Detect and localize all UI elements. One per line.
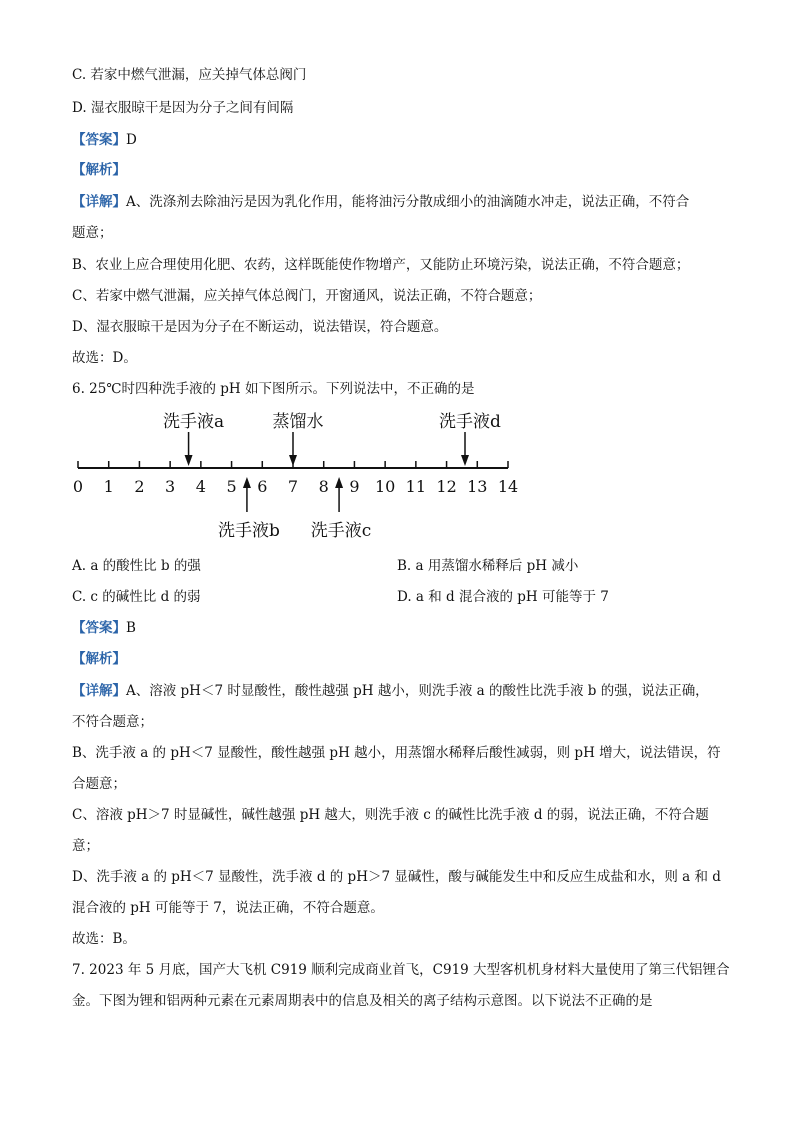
detail-line xyxy=(72,683,709,699)
ph-tick-label: 2 xyxy=(134,477,145,496)
ph-tick-label: 14 xyxy=(497,477,519,496)
answer-value: D xyxy=(126,132,137,148)
ph-marker xyxy=(163,412,224,466)
detail-tag: 【详解】 xyxy=(72,683,126,699)
ph-tick-label: 5 xyxy=(226,477,237,496)
question-7-stem-line1: 7. 2023 年 5 月底，国产大飞机 C919 顺利完成商业首飞，C919 大型客机机身材料大量使用了第三代铝锂合 xyxy=(72,962,730,978)
ph-tick-label: 9 xyxy=(349,477,360,496)
marker-arrow-head xyxy=(185,455,193,466)
answer-line xyxy=(72,132,137,148)
detail-line: 合题意； xyxy=(72,776,126,792)
detail-line: 不符合题意； xyxy=(72,714,153,730)
option-c-text: C. 若家中燃气泄漏，应关掉气体总阀门 xyxy=(72,67,307,83)
detail-line: 题意； xyxy=(72,225,113,241)
conclusion-line: 故选：B。 xyxy=(72,931,136,947)
marker-arrow-head xyxy=(289,455,297,466)
marker-label: 洗手液b xyxy=(217,521,280,541)
detail-text: A、洗涤剂去除油污是因为乳化作用，能将油污分散成细小的油滴随水冲走，说法正确，不符合 xyxy=(126,194,690,210)
marker-label: 洗手液c xyxy=(310,521,372,541)
answer-line xyxy=(72,620,136,636)
ph-tick-label: 11 xyxy=(405,477,427,496)
answer-tag: 【答案】 xyxy=(72,132,126,148)
detail-line: C、溶液 pH＞7 时显碱性，碱性越强 pH 越大，则洗手液 c 的碱性比洗手液 d 的弱，说法正确，不符合题 xyxy=(72,807,709,823)
ph-tick-label: 13 xyxy=(467,477,488,496)
ph-tick-label: 7 xyxy=(287,477,299,496)
analysis-label: 【解析】 xyxy=(72,651,126,667)
detail-text: A、溶液 pH＜7 时显酸性，酸性越强 pH 越小，则洗手液 a 的酸性比洗手液 b 的强，说法正确， xyxy=(126,683,709,699)
conclusion-line: 故选：D。 xyxy=(72,350,137,366)
detail-line: 混合液的 pH 可能等于 7，说法正确，不符合题意。 xyxy=(72,900,384,916)
detail-line: C、若家中燃气泄漏，应关掉气体总阀门，开窗通风，说法正确，不符合题意； xyxy=(72,288,542,304)
question-7-stem-line2: 金。下图为锂和铝两种元素在元素周期表中的信息及相关的离子结构示意图。以下说法不正确的是 xyxy=(72,993,653,1009)
option-b: B. a 用蒸馏水稀释后 pH 减小 xyxy=(397,558,579,574)
ph-tick-label: 12 xyxy=(436,477,457,496)
marker-arrow-head xyxy=(461,455,469,466)
option-d-text: D. 湿衣服晾干是因为分子之间有间隔 xyxy=(72,100,294,116)
ph-tick-label: 3 xyxy=(165,477,176,496)
option-c: C. c 的碱性比 d 的弱 xyxy=(72,589,201,605)
question-6-stem: 6. 25℃时四种洗手液的 pH 如下图所示。下列说法中，不正确的是 xyxy=(72,381,475,397)
marker-arrow-head xyxy=(243,477,251,488)
option-a: A. a 的酸性比 b 的强 xyxy=(72,558,201,574)
detail-line: B、洗手液 a 的 pH＜7 显酸性，酸性越强 pH 越小，用蒸馏水稀释后酸性减弱，则 pH 增大，说法错误，符 xyxy=(72,745,721,761)
answer-tag: 【答案】 xyxy=(72,620,126,636)
ph-tick-label: 10 xyxy=(374,477,396,496)
option-d: D. a 和 d 混合液的 pH 可能等于 7 xyxy=(397,589,609,605)
detail-line xyxy=(72,194,689,210)
answer-value: B xyxy=(126,620,136,636)
ph-tick-label: 6 xyxy=(257,477,268,496)
detail-line: B、农业上应合理使用化肥、农药，这样既能使作物增产，又能防止环境污染，说法正确，不符合题意； xyxy=(72,257,690,273)
ph-tick-label: 4 xyxy=(195,477,206,496)
analysis-label: 【解析】 xyxy=(72,162,126,178)
marker-label: 洗手液d xyxy=(439,412,501,432)
ph-scale-figure xyxy=(0,400,794,550)
detail-line: 意； xyxy=(72,838,99,854)
ph-tick-label: 0 xyxy=(72,477,84,496)
ph-tick-label: 8 xyxy=(318,477,329,496)
marker-label: 洗手液a xyxy=(163,412,225,432)
ph-marker xyxy=(439,412,501,466)
detail-line: D、湿衣服晾干是因为分子在不断运动，说法错误，符合题意。 xyxy=(72,319,448,335)
analysis-tag xyxy=(72,162,126,178)
analysis-tag xyxy=(72,651,126,667)
detail-line: D、洗手液 a 的 pH＜7 显酸性，洗手液 d 的 pH＞7 显碱性，酸与碱能发生中和反应生成盐和水，则 a 和 d xyxy=(72,869,721,885)
marker-label: 蒸馏水 xyxy=(272,412,324,432)
marker-arrow-head xyxy=(335,477,343,488)
detail-tag: 【详解】 xyxy=(72,194,126,210)
ph-tick-label: 1 xyxy=(103,477,114,496)
ph-marker xyxy=(273,412,324,466)
